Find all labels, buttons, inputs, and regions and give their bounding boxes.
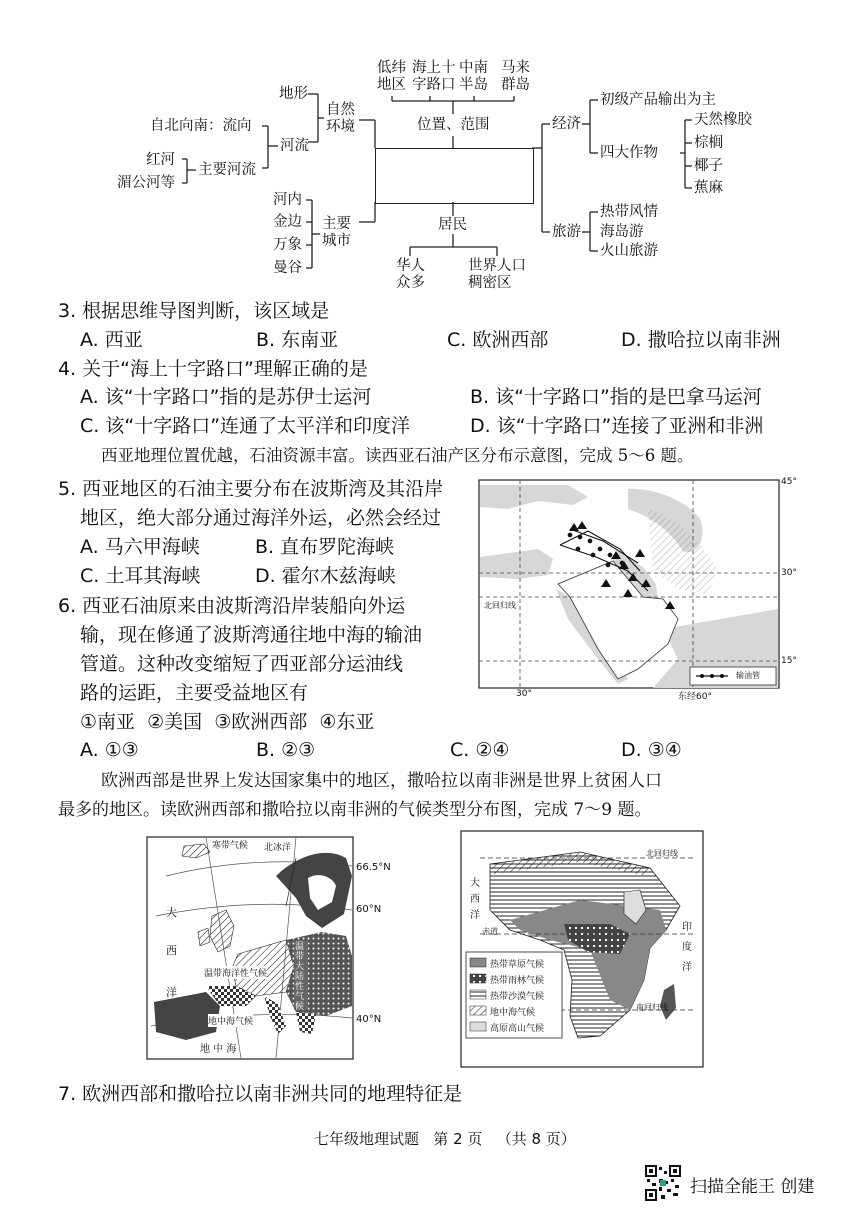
wa-lat-45: 45° <box>781 477 797 487</box>
eu-dizhonghai-sea: 地 中 海 <box>200 1044 237 1055</box>
mindmap-ziran: 自然 环境 <box>326 102 355 135</box>
eu-daxiyang-1: 大 <box>166 906 177 919</box>
q4-option-c[interactable]: C. 该“十字路口”连通了太平洋和印度洋 <box>80 415 411 437</box>
af-yinduyang-1: 印 <box>682 922 692 933</box>
af-daxiyang-1: 大 <box>470 878 480 889</box>
af-nanhuigui-label: 南回归线 <box>636 1003 668 1012</box>
eu-daxiyang-2: 西 <box>166 944 177 957</box>
mindmap-four-crops: 四大作物 <box>600 145 658 161</box>
mindmap-crop-4: 蕉麻 <box>694 180 723 196</box>
q5-option-d[interactable]: D. 霍尔木兹海峡 <box>255 565 396 587</box>
af-legend-1: 热带草原气候 <box>490 960 545 970</box>
af-legend-3: 热带沙漠气候 <box>490 992 545 1002</box>
q5-option-a[interactable]: A. 马六甲海峡 <box>80 536 200 558</box>
eu-wendaihai-label: 温带海洋性气候 <box>204 966 267 979</box>
q5-stem-line2: 地区，绝大部分通过海洋外运，必然会经过 <box>80 507 442 529</box>
eu-lat-60: 60°N <box>356 904 382 915</box>
mindmap-city-2: 金边 <box>273 214 302 230</box>
af-chidao-label: 赤道 <box>482 927 498 936</box>
page-footer: 七年级地理试题 第 2 页 （共 8 页） <box>314 1130 576 1148</box>
wa-lon-30: 30° <box>516 689 532 699</box>
af-yinduyang-2: 度 <box>682 942 692 953</box>
mindmap-position: 位置、范围 <box>417 117 490 133</box>
af-daxiyang-3: 洋 <box>470 910 480 921</box>
eu-beibing-label: 北冰洋 <box>264 843 292 853</box>
mindmap-flow: 自北向南：流向 <box>150 118 252 134</box>
q3-option-a[interactable]: A. 西亚 <box>80 329 143 351</box>
mindmap-resident-1: 华人 众多 <box>396 258 425 291</box>
q3-option-d[interactable]: D. 撒哈拉以南非洲 <box>621 329 781 351</box>
mindmap-top-2: 海上十 字路口 <box>412 60 456 93</box>
mindmap-top-4: 马来 群岛 <box>501 60 530 93</box>
q6-option-a[interactable]: A. ①③ <box>80 739 139 761</box>
mindmap-dixing: 地形 <box>279 86 308 102</box>
q3-stem: 3. 根据思维导图判断，该区域是 <box>58 300 330 322</box>
q6-stem-line3: 管道。这种改变缩短了西亚部分运油线 <box>80 653 404 675</box>
wa-lat-30: 30° <box>781 568 797 578</box>
mindmap-crop-1: 天然橡胶 <box>694 112 752 128</box>
europe-climate-map <box>146 836 416 1060</box>
mindmap-jingji: 经济 <box>552 116 581 132</box>
mindmap-honghe: 红河 <box>146 152 175 168</box>
mindmap-primary: 初级产品输出为主 <box>600 92 716 108</box>
wa-legend-label: 输油管 <box>736 671 760 680</box>
q6-option-b[interactable]: B. ②③ <box>256 739 316 761</box>
eu-daxiyang-3: 洋 <box>166 986 177 999</box>
mindmap-meigong: 湄公河等 <box>117 175 175 191</box>
mindmap-city-1: 河内 <box>273 192 302 208</box>
q3-option-c[interactable]: C. 欧洲西部 <box>447 329 549 351</box>
q7-stem: 7. 欧洲西部和撒哈拉以南非洲共同的地理特征是 <box>58 1083 463 1105</box>
eu-handai-label: 寒带气候 <box>212 841 249 851</box>
q4-stem: 4. 关于“海上十字路口”理解正确的是 <box>58 358 368 380</box>
wa-lat-15: 15° <box>781 656 797 666</box>
mindmap-lines <box>0 0 860 300</box>
mindmap-top-3: 中南 半岛 <box>459 60 488 93</box>
mindmap-cities-label: 主要 城市 <box>322 216 351 249</box>
q5-stem-line1: 5. 西亚地区的石油主要分布在波斯湾及其沿岸 <box>58 478 444 500</box>
af-yinduyang-3: 洋 <box>682 962 692 973</box>
mindmap-resident: 居民 <box>438 217 467 233</box>
mindmap-city-4: 曼谷 <box>273 260 302 276</box>
q5-option-b[interactable]: B. 直布罗陀海峡 <box>255 536 395 558</box>
q6-items: ①南亚 ②美国 ③欧洲西部 ④东亚 <box>80 711 375 733</box>
mindmap-crop-3: 椰子 <box>694 158 723 174</box>
mindmap-lvyou: 旅游 <box>552 224 581 240</box>
eu-lat-40: 40°N <box>356 1014 382 1025</box>
eu-dizhonghai-label: 地中海气候 <box>208 1014 253 1027</box>
wa-lon-60: 东经60° <box>678 692 712 702</box>
q4-option-a[interactable]: A. 该“十字路口”指的是苏伊士运河 <box>80 386 372 408</box>
eu-lat-665: 66.5°N <box>356 862 391 873</box>
af-legend-5: 高原高山气候 <box>490 1024 545 1034</box>
q6-option-d[interactable]: D. ③④ <box>621 739 682 761</box>
mindmap-heliu: 河流 <box>280 138 309 154</box>
mindmap-resident-2: 世界人口 稠密区 <box>468 258 526 291</box>
q6-stem-line4: 路的运距，主要受益地区有 <box>80 682 309 704</box>
africa-climate-map <box>460 830 704 1068</box>
wa-tropic-label: 北回归线 <box>484 601 516 610</box>
west-asia-map-drawing <box>478 479 794 689</box>
intro-q7-9-line1: 欧洲西部是世界上发达国家集中的地区，撒哈拉以南非洲是世界上贫困人口 <box>101 771 662 791</box>
q6-stem-line1: 6. 西亚石油原来由波斯湾沿岸装船向外运 <box>58 595 406 617</box>
mindmap-tour-2: 海岛游 <box>600 224 644 240</box>
af-legend-2: 热带雨林气候 <box>490 976 545 986</box>
af-legend-4: 地中海气候 <box>490 1008 536 1018</box>
mindmap-crop-2: 棕榈 <box>694 135 723 151</box>
mindmap-top-1: 低纬 地区 <box>377 60 406 93</box>
q6-stem-line2: 输，现在修通了波斯湾通往地中海的输油 <box>80 624 423 646</box>
qr-code-icon <box>645 1165 681 1201</box>
q3-option-b[interactable]: B. 东南亚 <box>256 329 339 351</box>
mindmap-tour-1: 热带风情 <box>600 204 658 220</box>
intro-q7-9-line2: 最多的地区。读欧洲西部和撒哈拉以南非洲的气候类型分布图，完成 7～9 题。 <box>58 800 652 820</box>
intro-q5-6: 西亚地理位置优越，石油资源丰富。读西亚石油产区分布示意图，完成 5～6 题。 <box>101 446 694 465</box>
af-daxiyang-2: 西 <box>470 894 480 905</box>
scanner-brand-text: 扫描全能王 创建 <box>690 1177 815 1197</box>
q4-option-d[interactable]: D. 该“十字路口”连接了亚洲和非洲 <box>470 415 764 437</box>
west-asia-oil-map <box>478 477 797 702</box>
eu-wendaidalu-label: 温带大陆性气候 <box>295 942 305 1012</box>
mindmap-tour-3: 火山旅游 <box>600 243 658 259</box>
q4-option-b[interactable]: B. 该“十字路口”指的是巴拿马运河 <box>470 386 762 408</box>
q5-option-c[interactable]: C. 土耳其海峡 <box>80 565 201 587</box>
mindmap-main-rivers: 主要河流 <box>198 162 256 178</box>
af-beihuigui-label: 北回归线 <box>646 849 678 858</box>
q6-option-c[interactable]: C. ②④ <box>450 739 510 761</box>
mindmap-city-3: 万象 <box>273 237 302 253</box>
